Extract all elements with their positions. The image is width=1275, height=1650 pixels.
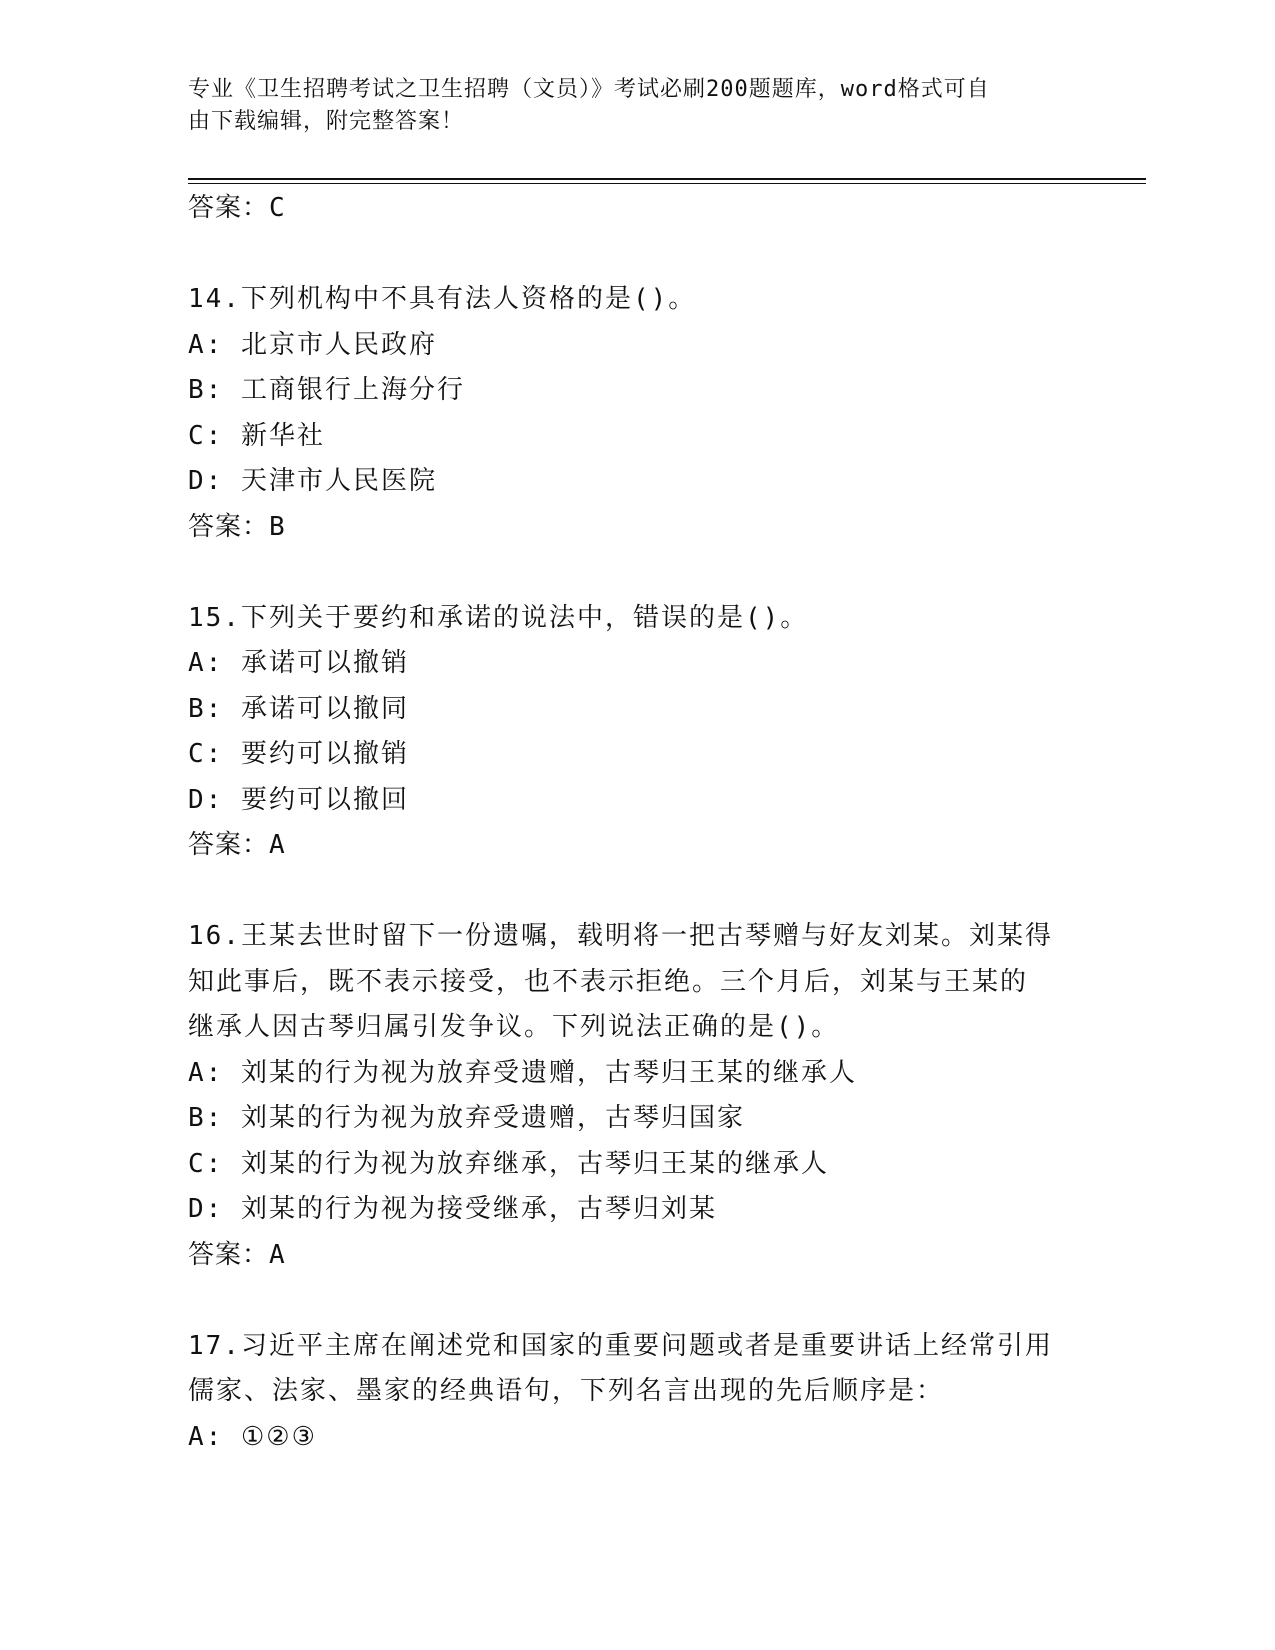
- spacer: [188, 550, 1068, 596]
- answer-value: B: [269, 511, 286, 542]
- question-list: [188, 186, 1068, 1460]
- spacer: [188, 232, 1068, 278]
- answer-label: 答案：: [188, 1239, 270, 1270]
- option-d: D: 刘某的行为视为接受继承，古琴归刘某: [188, 1194, 717, 1224]
- option-a: A: 承诺可以撤销: [188, 648, 409, 678]
- answer-value: C: [269, 193, 286, 223]
- option-d: D: 天津市人民医院: [188, 466, 437, 496]
- question-stem-line-1: 16.王某去世时留下一份遗嘱，载明将一把古琴赠与好友刘某。刘某得: [188, 921, 1053, 951]
- question-stem-line-2: 儒家、法家、墨家的经典语句，下列名言出现的先后顺序是：: [188, 1376, 945, 1406]
- option-a: A: 刘某的行为视为放弃受遗赠，古琴归王某的继承人: [188, 1057, 857, 1088]
- answer-label: 答案：: [188, 511, 270, 542]
- question-stem-line-3: 继承人因古琴归属引发争议。下列说法正确的是()。: [188, 1012, 840, 1042]
- answer-13: [188, 186, 1068, 232]
- answer-value: A: [269, 1239, 286, 1270]
- header-line-1: 专业《卫生招聘考试之卫生招聘（文员）》考试必刷200题题库，word格式可自: [188, 77, 990, 102]
- document-header: [188, 74, 1068, 138]
- question-15: [188, 596, 1068, 869]
- header-divider-thick: [188, 178, 1146, 180]
- option-c: C: 刘某的行为视为放弃继承，古琴归王某的继承人: [188, 1148, 829, 1179]
- answer-value: A: [269, 830, 286, 860]
- question-stem: 15.下列关于要约和承诺的说法中，错误的是()。: [188, 602, 809, 633]
- option-c: C: 新华社: [188, 420, 325, 451]
- option-a: A: 北京市人民政府: [188, 329, 437, 360]
- header-line-2: 由下载编辑，附完整答案！: [188, 109, 465, 134]
- header-divider-thin: [188, 183, 1146, 184]
- question-stem: 14.下列机构中不具有法人资格的是()。: [188, 284, 697, 314]
- question-17: [188, 1324, 1068, 1461]
- question-16: [188, 914, 1068, 1278]
- option-c: C: 要约可以撤销: [188, 739, 409, 769]
- answer-label: 答案：: [188, 830, 270, 860]
- answer-label: 答案：: [188, 193, 270, 223]
- question-14: [188, 277, 1068, 550]
- option-b: B: 刘某的行为视为放弃受遗赠，古琴归国家: [188, 1103, 745, 1133]
- answer-14: [188, 505, 1068, 551]
- spacer: [188, 869, 1068, 915]
- question-stem-line-2: 知此事后，既不表示接受，也不表示拒绝。三个月后，刘某与王某的: [188, 966, 1029, 997]
- option-a: A: ①②③: [188, 1421, 317, 1452]
- answer-16: [188, 1233, 1068, 1279]
- option-b: B: 承诺可以撤同: [188, 693, 409, 724]
- spacer: [188, 1278, 1068, 1324]
- option-b: B: 工商银行上海分行: [188, 375, 465, 405]
- option-d: D: 要约可以撤回: [188, 784, 409, 815]
- answer-15: [188, 823, 1068, 869]
- question-stem-line-1: 17.习近平主席在阐述党和国家的重要问题或者是重要讲话上经常引用: [188, 1330, 1053, 1361]
